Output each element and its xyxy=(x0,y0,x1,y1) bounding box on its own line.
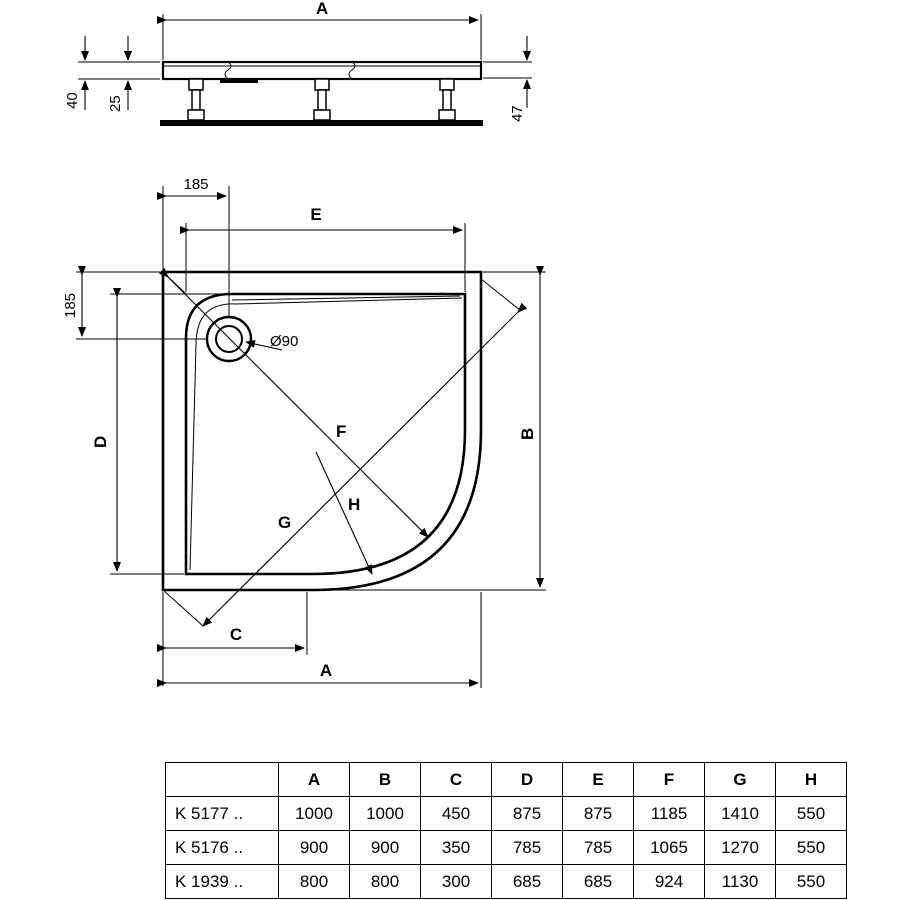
support-leg xyxy=(439,79,455,120)
column-header: B xyxy=(350,763,421,797)
model-cell: K 1939 .. xyxy=(166,865,279,899)
value-cell: 800 xyxy=(279,865,350,899)
column-header: C xyxy=(421,763,492,797)
value-cell: 900 xyxy=(350,831,421,865)
value-cell: 1000 xyxy=(350,797,421,831)
model-cell: K 5176 .. xyxy=(166,831,279,865)
value-cell: 350 xyxy=(421,831,492,865)
value-cell: 550 xyxy=(776,831,847,865)
column-header: G xyxy=(705,763,776,797)
table-corner-cell xyxy=(166,763,279,797)
value-cell: 785 xyxy=(563,831,634,865)
value-cell: 1065 xyxy=(634,831,705,865)
value-cell: 450 xyxy=(421,797,492,831)
support-leg xyxy=(314,79,330,120)
table-row xyxy=(166,797,847,831)
dim-label-c: C xyxy=(229,625,243,644)
floor-line xyxy=(160,120,483,126)
tray-side-profile xyxy=(163,62,481,79)
dim-label-b: B xyxy=(518,427,537,440)
dim-40: 40 xyxy=(64,92,81,109)
value-cell: 1410 xyxy=(705,797,776,831)
column-header: H xyxy=(776,763,847,797)
column-header: E xyxy=(563,763,634,797)
table-header-row xyxy=(166,763,847,797)
table-row xyxy=(166,865,847,899)
value-cell: 685 xyxy=(563,865,634,899)
drain-diameter-label: Ø90 xyxy=(270,333,299,350)
value-cell: 550 xyxy=(776,865,847,899)
column-header: A xyxy=(279,763,350,797)
value-cell: 875 xyxy=(492,797,563,831)
column-header: D xyxy=(492,763,563,797)
value-cell: 875 xyxy=(563,797,634,831)
dim-label-h: H xyxy=(348,495,361,514)
side-view xyxy=(64,0,532,126)
value-cell: 785 xyxy=(492,831,563,865)
dim-25: 25 xyxy=(107,95,124,112)
value-cell: 1185 xyxy=(634,797,705,831)
dim-label-a-side: A xyxy=(315,0,329,18)
dimension-table xyxy=(165,762,847,899)
value-cell: 1130 xyxy=(705,865,776,899)
value-cell: 1270 xyxy=(705,831,776,865)
value-cell: 1000 xyxy=(279,797,350,831)
value-cell: 685 xyxy=(492,865,563,899)
value-cell: 300 xyxy=(421,865,492,899)
value-cell: 550 xyxy=(776,797,847,831)
table-row xyxy=(166,831,847,865)
dim-185-top: 185 xyxy=(183,176,209,193)
column-header: F xyxy=(634,763,705,797)
value-cell: 800 xyxy=(350,865,421,899)
dim-label-d: D xyxy=(91,435,110,448)
dim-label-f: F xyxy=(336,422,347,441)
plan-view xyxy=(62,176,546,688)
value-cell: 900 xyxy=(279,831,350,865)
dim-label-e: E xyxy=(310,205,322,224)
dim-185-left: 185 xyxy=(62,292,79,318)
drain-inner xyxy=(216,326,242,352)
dim-label-a-plan: A xyxy=(319,661,333,680)
dim-label-g: G xyxy=(278,513,292,532)
dim-47: 47 xyxy=(509,105,526,122)
model-cell: K 5177 .. xyxy=(166,797,279,831)
support-leg xyxy=(188,79,204,120)
value-cell: 924 xyxy=(634,865,705,899)
